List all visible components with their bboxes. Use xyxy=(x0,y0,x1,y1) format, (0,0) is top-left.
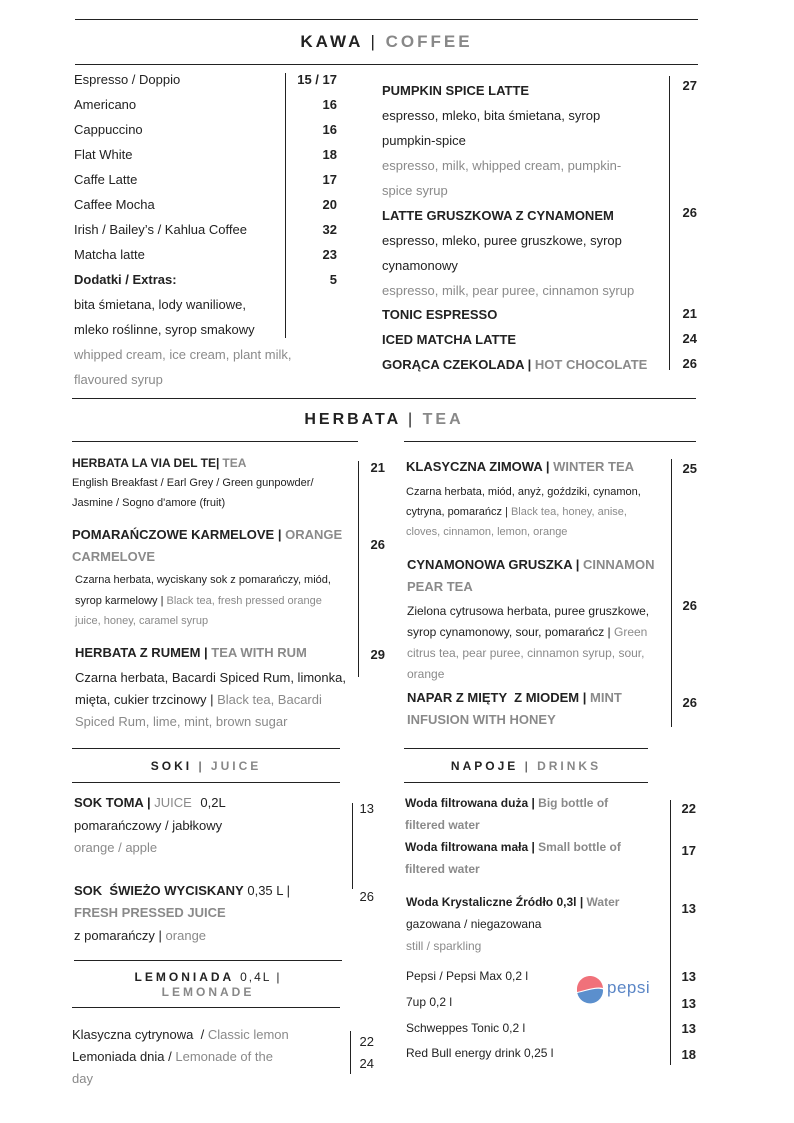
section-title-tea xyxy=(72,411,696,429)
name-en: HOT CHOCOLATE xyxy=(534,357,648,372)
name-en: TEA WITH RUM xyxy=(211,645,307,660)
title-size: 0,4L | xyxy=(240,970,282,984)
item-desc xyxy=(406,506,627,518)
price-divider xyxy=(358,461,359,677)
name-en: Water xyxy=(586,895,620,909)
item-desc-pl: Czarna herbata, wyciskany sok z pomarańczy, miód, xyxy=(75,574,331,586)
title-en: COFFEE xyxy=(385,32,473,51)
menu-item-name-en: CARMELOVE xyxy=(72,549,156,564)
title-pl: HERBATA xyxy=(304,411,401,428)
price-divider xyxy=(352,803,353,889)
menu-item-price: 20 xyxy=(322,197,337,212)
menu-item-name-en: INFUSION WITH HONEY xyxy=(407,712,556,727)
section-title-juice xyxy=(72,759,340,773)
title-pl: LEMONIADA xyxy=(134,970,234,984)
title-en: JUICE xyxy=(210,759,262,773)
pepsi-wordmark: pepsi xyxy=(607,978,651,997)
section-title-coffee xyxy=(75,32,698,52)
name-pl: HERBATA Z RUMEM | xyxy=(75,645,208,660)
price-divider xyxy=(671,459,672,727)
name-pl: Woda filtrowana duża | xyxy=(405,796,535,810)
item-desc-en: orange xyxy=(407,667,445,681)
menu-item-name: PUMPKIN SPICE LATTE xyxy=(382,83,530,98)
menu-item-price: 13 xyxy=(681,996,696,1011)
menu-item-name xyxy=(405,796,608,810)
name-en: Classic lemon xyxy=(207,1027,289,1042)
menu-item-name-en: filtered water xyxy=(405,818,480,832)
menu-item-price: 23 xyxy=(322,247,337,262)
desc-en: Green xyxy=(614,625,648,639)
price-divider xyxy=(670,800,671,1065)
desc-pl: cytryna, pomarańcz | xyxy=(406,506,508,518)
item-desc: Jasmine / Sogno d'amore (fruit) xyxy=(72,497,226,509)
name-en: CINNAMON xyxy=(583,557,655,572)
title-pl: SOKI xyxy=(150,759,193,773)
menu-item-price: 15 / 17 xyxy=(297,72,337,87)
menu-item-price: 18 xyxy=(322,147,337,162)
divider xyxy=(75,19,698,20)
title-pl: KAWA xyxy=(300,32,363,51)
title-en: DRINKS xyxy=(537,759,602,773)
divider xyxy=(72,1007,340,1008)
menu-item-name: ICED MATCHA LATTE xyxy=(382,332,517,347)
item-desc-en: espresso, milk, pear puree, cinnamon syrup xyxy=(382,283,635,298)
menu-item-price: 16 xyxy=(322,122,337,137)
menu-item-name xyxy=(72,1049,273,1064)
menu-item-name: 7up 0,2 l xyxy=(406,995,453,1009)
menu-item-name xyxy=(72,456,246,470)
menu-item-price: 24 xyxy=(682,331,697,346)
title-separator: | xyxy=(370,32,378,51)
menu-item-price: 27 xyxy=(682,78,697,93)
item-desc-pl: pumpkin-spice xyxy=(382,133,466,148)
item-desc-en: juice, honey, caramel syrup xyxy=(75,615,209,627)
menu-item-name xyxy=(406,895,619,909)
section-title-lemonade xyxy=(74,970,342,1000)
price-divider xyxy=(669,76,670,370)
menu-item-name: Red Bull energy drink 0,25 l xyxy=(406,1046,554,1060)
item-desc-en: spice syrup xyxy=(382,183,448,198)
menu-item-price: 18 xyxy=(681,1047,696,1062)
menu-item-price: 26 xyxy=(682,205,697,220)
title-en: LEMONADE xyxy=(161,985,255,999)
name-en: WINTER TEA xyxy=(553,459,635,474)
name-en: Small bottle of xyxy=(538,840,621,854)
desc-en: Black tea, honey, anise, xyxy=(510,506,627,518)
divider xyxy=(72,441,358,442)
menu-item-price: 26 xyxy=(682,598,697,613)
menu-item-name: Caffe Latte xyxy=(74,172,138,187)
name-pl: Woda filtrowana mała | xyxy=(405,840,535,854)
name-pl: POMARAŃCZOWE KARMELOVE | xyxy=(72,527,282,542)
item-desc-pl: Zielona cytrusowa herbata, puree gruszkowe, xyxy=(407,604,650,618)
menu-item-name: Flat White xyxy=(74,147,133,162)
menu-item-name: Cappuccino xyxy=(74,122,143,137)
menu-item-name xyxy=(75,645,307,660)
menu-item-name xyxy=(72,527,342,542)
item-desc-en: still / sparkling xyxy=(406,939,482,953)
menu-item-name: Pepsi / Pepsi Max 0,2 l xyxy=(406,969,529,983)
desc-en: Black tea, fresh pressed orange xyxy=(166,595,322,607)
desc-pl: z pomarańczy | xyxy=(74,928,162,943)
menu-item-name: Matcha latte xyxy=(74,247,145,262)
name-pl: SOK ŚWIEŻO WYCISKANY xyxy=(74,883,244,898)
menu-item-name: Irish / Bailey’s / Kahlua Coffee xyxy=(74,222,247,237)
menu-item-name: Schweppes Tonic 0,2 l xyxy=(406,1021,526,1035)
menu-item-price: 13 xyxy=(359,801,374,816)
menu-item-name xyxy=(382,357,647,372)
menu-item-price: 26 xyxy=(682,695,697,710)
divider xyxy=(72,782,340,783)
size: 0,2L xyxy=(200,795,226,810)
extras-en: whipped cream, ice cream, plant milk, xyxy=(74,347,292,362)
divider xyxy=(404,748,648,749)
desc-pl: syrop karmelowy | xyxy=(75,595,164,607)
menu-item-price: 22 xyxy=(359,1034,374,1049)
name-en: Big bottle of xyxy=(538,796,609,810)
extras-en: flavoured syrup xyxy=(74,372,163,387)
title-separator: | xyxy=(524,759,531,773)
menu-item-name: Americano xyxy=(74,97,137,112)
item-desc-en: cloves, cinnamon, lemon, orange xyxy=(406,526,568,538)
menu-item-price: 32 xyxy=(322,222,337,237)
title-separator: | xyxy=(408,411,416,428)
name-en: ORANGE xyxy=(285,527,343,542)
menu-item-price: 22 xyxy=(681,801,696,816)
menu-item-name-en: day xyxy=(72,1071,93,1086)
item-desc-pl: Czarna herbata, Bacardi Spiced Rum, limonka, xyxy=(75,670,346,685)
menu-item-name xyxy=(405,840,621,854)
menu-item-name xyxy=(406,459,634,474)
divider xyxy=(404,782,648,783)
menu-item-name-en: PEAR TEA xyxy=(407,579,473,594)
menu-item-name-en: FRESH PRESSED JUICE xyxy=(74,905,226,920)
title-pl: NAPOJE xyxy=(450,759,519,773)
menu-item-name-en: filtered water xyxy=(405,862,480,876)
section-title-drinks xyxy=(404,759,648,773)
menu-item-price: 17 xyxy=(322,172,337,187)
pepsi-globe-icon xyxy=(576,976,604,1004)
menu-item-price: 17 xyxy=(681,843,696,858)
divider xyxy=(74,960,342,961)
menu-item-name xyxy=(407,557,655,572)
item-desc-pl: Czarna herbata, miód, anyż, goździki, cynamon, xyxy=(406,486,641,498)
name-en: Lemonade of the xyxy=(175,1049,273,1064)
menu-item-name: TONIC ESPRESSO xyxy=(382,307,498,322)
extras-label: Dodatki / Extras: xyxy=(74,272,177,287)
item-desc-en: orange / apple xyxy=(74,840,158,855)
divider xyxy=(404,441,696,442)
pepsi-logo xyxy=(576,976,654,1004)
item-desc xyxy=(74,928,206,943)
item-desc-pl: espresso, mleko, bita śmietana, syrop xyxy=(382,108,601,123)
menu-item-name xyxy=(74,795,226,810)
name-pl: GORĄCA CZEKOLADA xyxy=(382,357,525,372)
menu-item-name: Espresso / Doppio xyxy=(74,72,181,87)
menu-item-name xyxy=(407,690,622,705)
menu-item-price: 13 xyxy=(681,969,696,984)
name-pl: SOK TOMA | xyxy=(74,795,151,810)
item-desc-pl: cynamonowy xyxy=(382,258,458,273)
desc-en: orange xyxy=(165,928,207,943)
menu-item-name xyxy=(74,883,290,898)
size: 0,35 L | xyxy=(247,883,291,898)
menu-item-price: 26 xyxy=(682,356,697,371)
name-en: TEA xyxy=(222,456,247,470)
extras-price: 5 xyxy=(329,272,337,287)
menu-item-name: LATTE GRUSZKOWA Z CYNAMONEM xyxy=(382,208,614,223)
name-pl: CYNAMONOWA GRUSZKA | xyxy=(407,557,580,572)
menu-item-price: 21 xyxy=(370,460,385,475)
price-divider xyxy=(350,1031,351,1074)
extras-pl: bita śmietana, lody waniliowe, xyxy=(74,297,246,312)
menu-item-price: 25 xyxy=(682,461,697,476)
item-desc xyxy=(75,692,322,707)
divider xyxy=(72,398,696,399)
menu-item-price: 16 xyxy=(322,97,337,112)
item-desc-pl: gazowana / niegazowana xyxy=(406,917,542,931)
menu-item-name: Caffee Mocha xyxy=(74,197,155,212)
menu-item-price: 21 xyxy=(682,306,697,321)
item-desc xyxy=(407,625,647,639)
menu-item-name xyxy=(72,1027,289,1042)
extras-pl: mleko roślinne, syrop smakowy xyxy=(74,322,255,337)
menu-item-price: 24 xyxy=(359,1056,374,1071)
item-desc xyxy=(75,595,322,607)
menu-item-price: 13 xyxy=(681,901,696,916)
separator: | xyxy=(527,357,532,372)
desc-en: Black tea, Bacardi xyxy=(217,692,322,707)
name-pl: KLASYCZNA ZIMOWA | xyxy=(406,459,550,474)
name-en: MINT xyxy=(590,690,622,705)
item-desc-pl: pomarańczowy / jabłkowy xyxy=(74,818,223,833)
item-desc: English Breakfast / Earl Grey / Green gunpowder/ xyxy=(72,477,314,489)
name-pl: HERBATA LA VIA DEL TE| xyxy=(72,456,220,470)
title-separator: | xyxy=(198,759,205,773)
divider xyxy=(72,748,340,749)
item-desc-pl: espresso, mleko, puree gruszkowe, syrop xyxy=(382,233,622,248)
item-desc-en: espresso, milk, whipped cream, pumpkin- xyxy=(382,158,622,173)
title-en: TEA xyxy=(422,411,464,428)
desc-pl: syrop cynamonowy, sour, pomarańcz | xyxy=(407,625,611,639)
divider xyxy=(75,64,698,65)
name-pl: Klasyczna cytrynowa / xyxy=(72,1027,205,1042)
menu-item-price: 13 xyxy=(681,1021,696,1036)
name-en: JUICE xyxy=(154,795,192,810)
name-pl: Lemoniada dnia / xyxy=(72,1049,172,1064)
menu-item-price: 26 xyxy=(370,537,385,552)
desc-pl: mięta, cukier trzcinowy | xyxy=(75,692,214,707)
menu-item-price: 29 xyxy=(370,647,385,662)
name-pl: Woda Krystaliczne Źródło 0,3l | xyxy=(406,895,584,909)
item-desc-en: Spiced Rum, lime, mint, brown sugar xyxy=(75,714,288,729)
item-desc-en: citrus tea, pear puree, cinnamon syrup, sour, xyxy=(407,646,645,660)
menu-item-price: 26 xyxy=(359,889,374,904)
name-pl: NAPAR Z MIĘTY Z MIODEM | xyxy=(407,690,587,705)
